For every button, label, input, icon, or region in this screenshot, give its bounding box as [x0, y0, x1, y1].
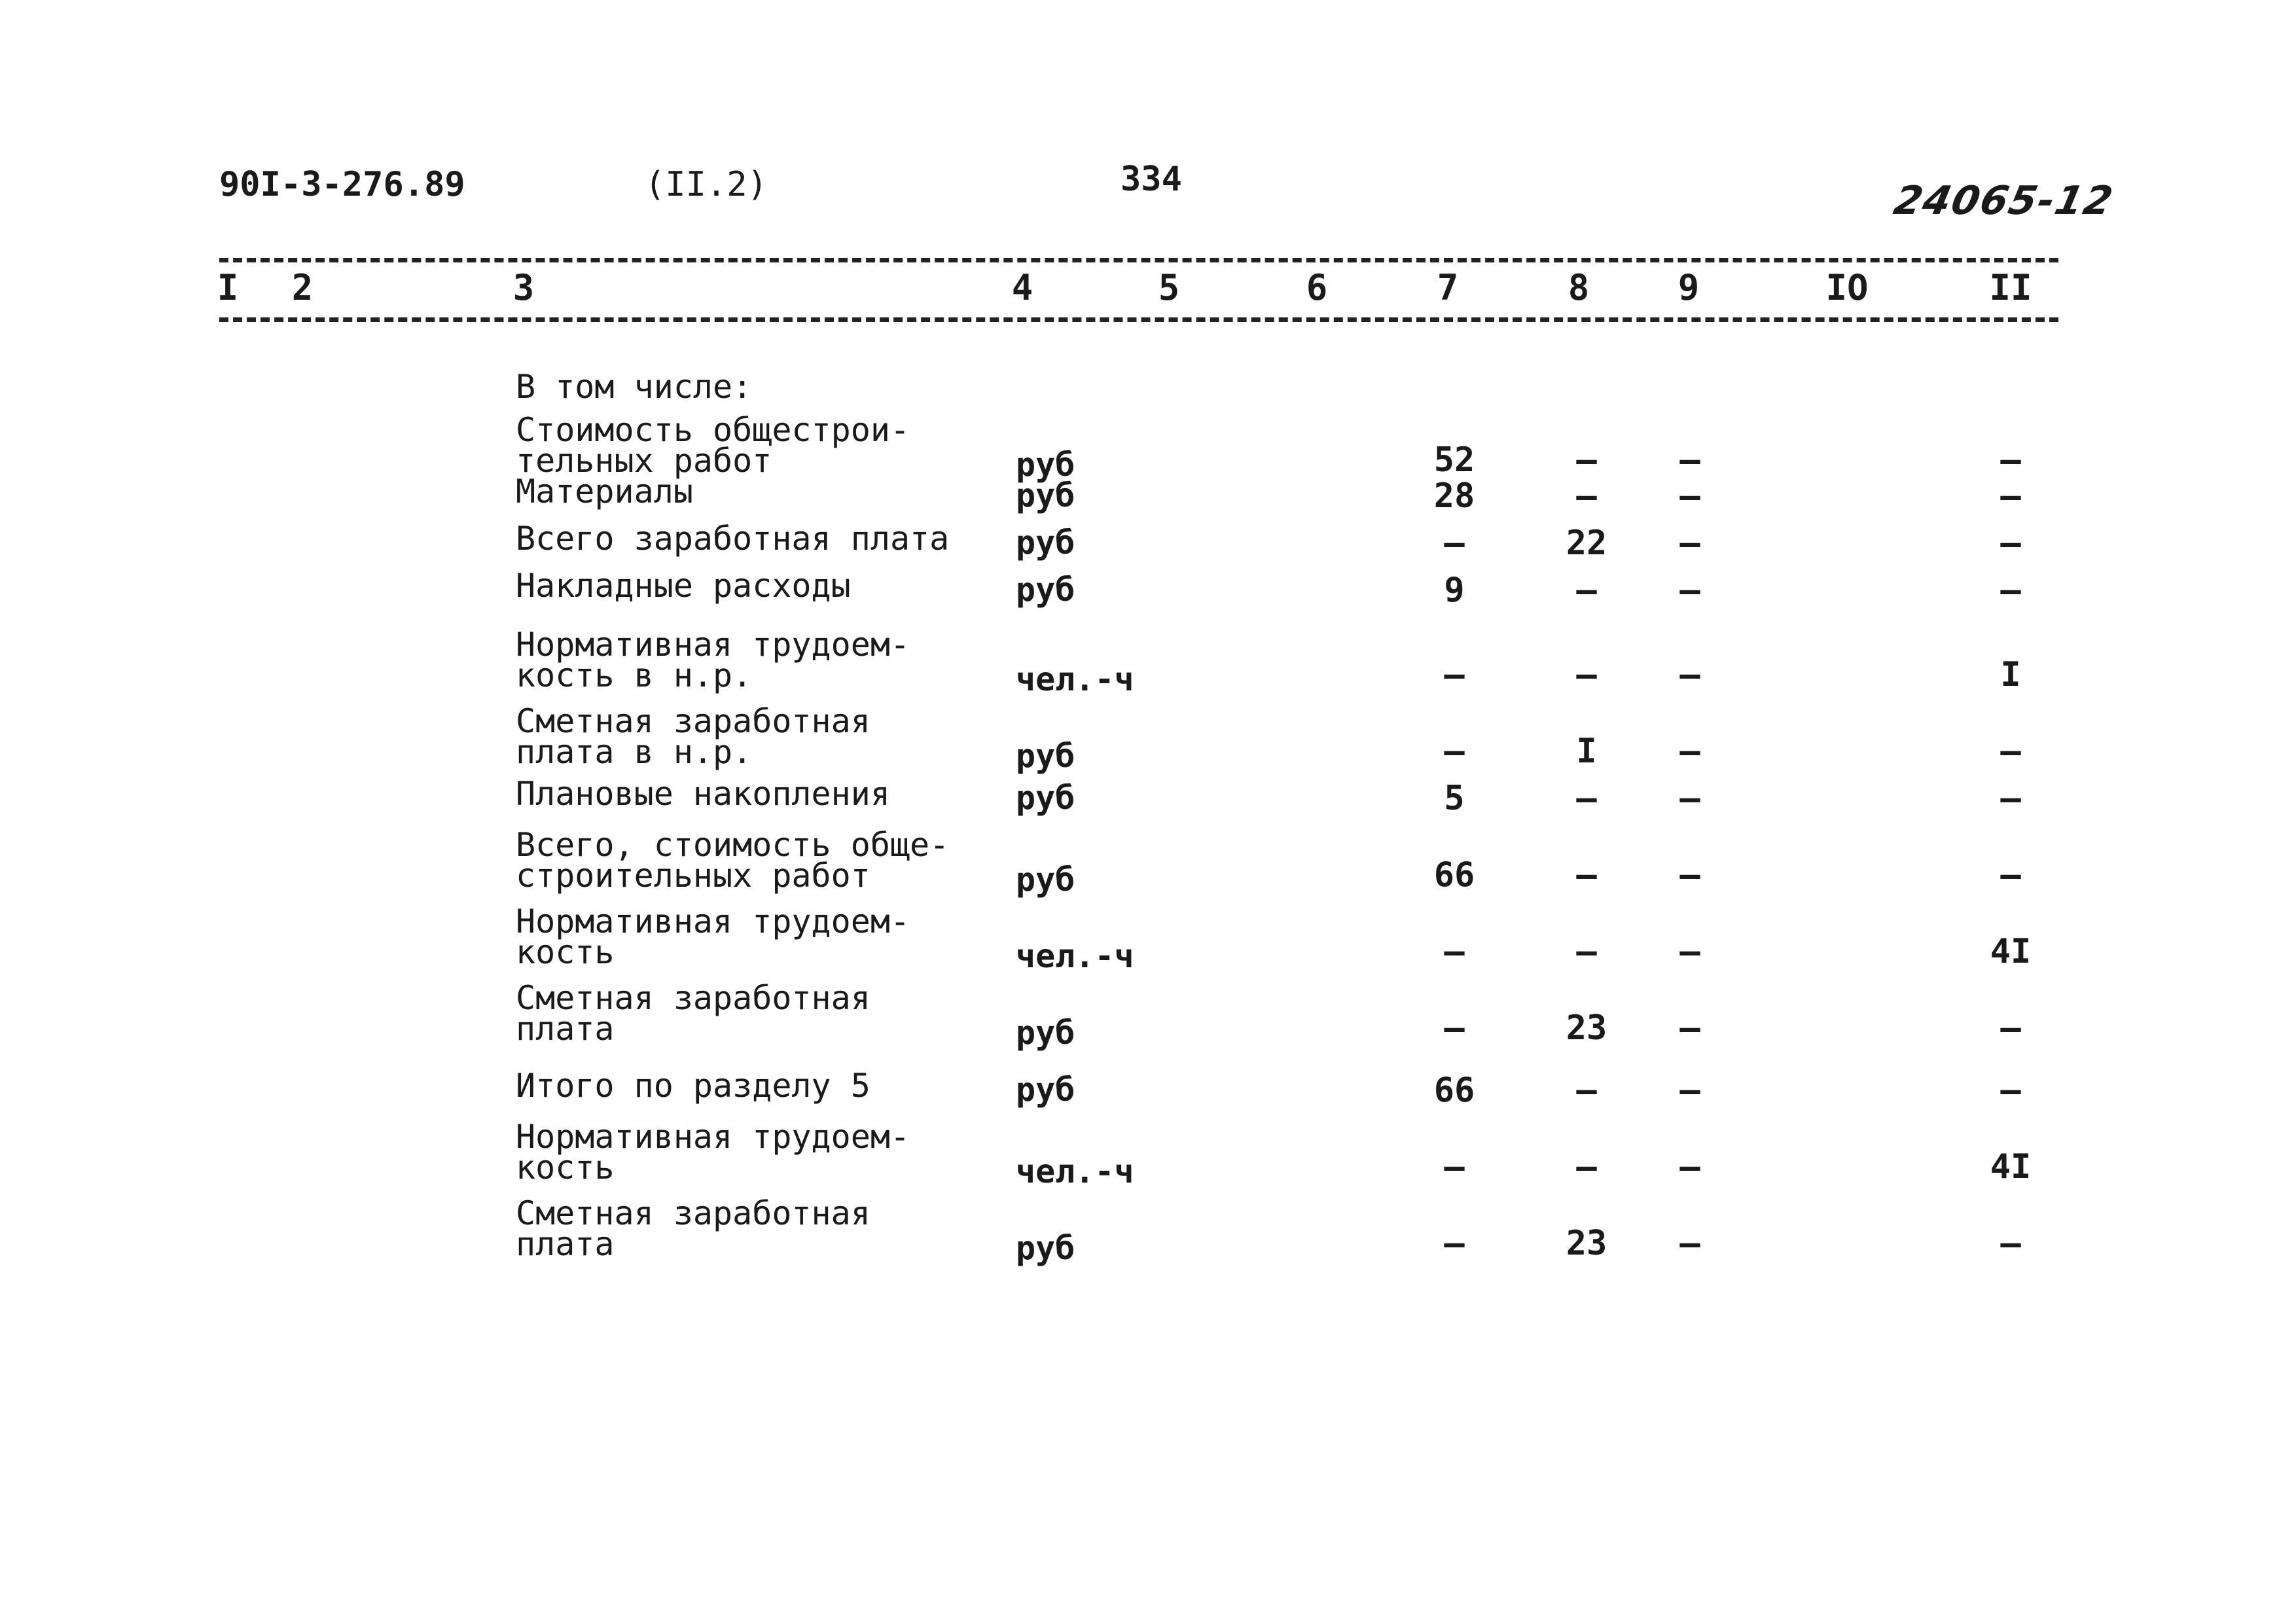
- bottom-dashed-rule: [219, 317, 2058, 322]
- value-col-9: –: [1679, 571, 1700, 610]
- value-col-8: 23: [1566, 1008, 1607, 1048]
- value-col-11: –: [2000, 779, 2021, 818]
- unit-cell: руб: [1016, 779, 1075, 817]
- unit-cell: руб: [1016, 1071, 1075, 1109]
- unit-cell: чел.-ч: [1016, 937, 1134, 975]
- item-name: Нормативная трудоем- кость: [516, 1118, 910, 1186]
- value-col-7: –: [1444, 732, 1465, 771]
- value-col-9: –: [1679, 524, 1700, 563]
- value-col-9: –: [1679, 932, 1700, 971]
- value-col-9: –: [1679, 732, 1700, 771]
- item-name: Стоимость общестрои- тельных работ: [516, 411, 910, 480]
- column-number: 9: [1677, 267, 1700, 308]
- value-col-11: –: [2000, 1071, 2021, 1110]
- unit-cell: руб: [1016, 737, 1075, 775]
- item-name: Сметная заработная плата: [516, 979, 870, 1048]
- column-number: 2: [291, 267, 314, 308]
- unit-cell: руб: [1016, 524, 1075, 562]
- value-col-8: –: [1576, 1147, 1597, 1186]
- value-col-11: –: [2000, 1224, 2021, 1263]
- value-col-11: –: [2000, 571, 2021, 610]
- value-col-7: –: [1444, 1147, 1465, 1186]
- value-col-7: 52: [1433, 440, 1475, 480]
- value-col-7: –: [1444, 1224, 1465, 1263]
- value-col-11: –: [2000, 440, 2021, 480]
- value-col-9: –: [1679, 655, 1700, 694]
- value-col-8: –: [1576, 1071, 1597, 1110]
- page-number: 334: [1121, 160, 1182, 199]
- column-number: 5: [1158, 267, 1180, 308]
- item-name: Плановые накопления: [516, 775, 890, 813]
- column-number: 6: [1306, 267, 1328, 308]
- column-number: II: [1989, 267, 2032, 308]
- item-name: Итого по разделу 5: [516, 1067, 870, 1105]
- column-number: 3: [512, 267, 535, 308]
- subheading: В том числе:: [516, 368, 753, 406]
- column-number: 4: [1011, 267, 1033, 308]
- value-col-7: 9: [1444, 571, 1465, 610]
- value-col-7: 66: [1433, 855, 1475, 895]
- value-col-8: –: [1576, 932, 1597, 971]
- value-col-7: –: [1444, 1008, 1465, 1048]
- value-col-11: –: [2000, 1008, 2021, 1048]
- value-col-7: –: [1444, 524, 1465, 563]
- unit-cell: чел.-ч: [1016, 1152, 1134, 1190]
- value-col-11: –: [2000, 855, 2021, 895]
- column-number: 7: [1437, 267, 1459, 308]
- item-name: Нормативная трудоем- кость: [516, 902, 910, 971]
- column-number: IO: [1825, 267, 1869, 308]
- top-dashed-rule: [219, 258, 2058, 262]
- unit-cell: руб: [1016, 571, 1075, 609]
- column-number: I: [217, 267, 239, 308]
- value-col-9: –: [1679, 476, 1700, 516]
- unit-cell: руб: [1016, 446, 1075, 484]
- item-name: Нормативная трудоем- кость в н.р.: [516, 626, 910, 694]
- inventory-number: 24065-12: [1890, 178, 2118, 224]
- unit-cell: чел.-ч: [1016, 660, 1134, 698]
- value-col-11: 4I: [1990, 932, 2032, 971]
- value-col-9: –: [1679, 1147, 1700, 1186]
- item-name: Сметная заработная плата в н.р.: [516, 702, 870, 771]
- unit-cell: руб: [1016, 1229, 1075, 1267]
- value-col-8: –: [1576, 476, 1597, 516]
- unit-cell: руб: [1016, 476, 1075, 514]
- value-col-8: I: [1576, 732, 1597, 771]
- item-name: Материалы: [516, 473, 693, 510]
- unit-cell: руб: [1016, 861, 1075, 899]
- value-col-8: –: [1576, 855, 1597, 895]
- value-col-11: I: [2000, 655, 2021, 694]
- unit-cell: руб: [1016, 1014, 1075, 1052]
- document-code: 90I-3-276.89: [219, 165, 465, 204]
- value-col-8: –: [1576, 779, 1597, 818]
- value-col-8: –: [1576, 440, 1597, 480]
- value-col-9: –: [1679, 440, 1700, 480]
- value-col-9: –: [1679, 1224, 1700, 1263]
- value-col-7: –: [1444, 655, 1465, 694]
- value-col-11: –: [2000, 524, 2021, 563]
- item-name: Сметная заработная плата: [516, 1194, 870, 1263]
- item-name: Всего заработная плата: [516, 520, 950, 558]
- value-col-11: –: [2000, 476, 2021, 516]
- value-col-7: 66: [1433, 1071, 1475, 1110]
- item-name: Накладные расходы: [516, 567, 851, 605]
- value-col-9: –: [1679, 1071, 1700, 1110]
- column-number: 8: [1568, 267, 1590, 308]
- value-col-11: –: [2000, 732, 2021, 771]
- value-col-8: –: [1576, 655, 1597, 694]
- value-col-9: –: [1679, 855, 1700, 895]
- value-col-7: 5: [1444, 779, 1465, 818]
- item-name: Всего, стоимость обще- строительных работ: [516, 826, 950, 895]
- value-col-7: –: [1444, 932, 1465, 971]
- value-col-8: –: [1576, 571, 1597, 610]
- value-col-11: 4I: [1990, 1147, 2032, 1186]
- value-col-8: 22: [1566, 524, 1607, 563]
- value-col-9: –: [1679, 1008, 1700, 1048]
- value-col-8: 23: [1566, 1224, 1607, 1263]
- value-col-7: 28: [1433, 476, 1475, 516]
- section-number: (II.2): [645, 165, 768, 204]
- value-col-9: –: [1679, 779, 1700, 818]
